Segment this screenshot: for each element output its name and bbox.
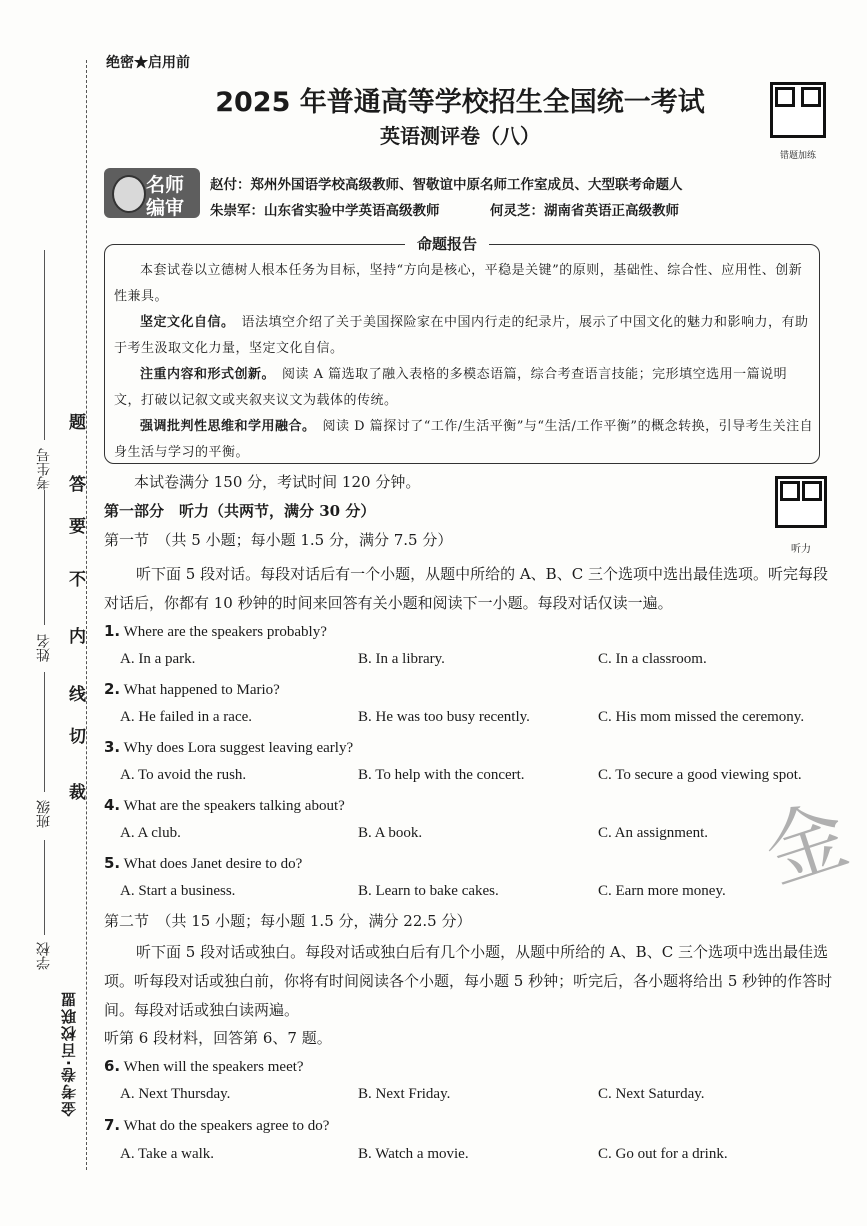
- mascot-icon: [112, 175, 146, 213]
- label-class: 班级: [36, 800, 52, 828]
- option-b[interactable]: B. He was too busy recently.: [358, 709, 530, 725]
- option-c[interactable]: C. Go out for a drink.: [598, 1146, 728, 1162]
- reviewer-line: 何灵芝：湖南省英语正高级教师: [490, 203, 679, 219]
- question: 1. Where are the speakers probably?: [104, 622, 327, 640]
- reviewer-line: 朱崇军：山东省实验中学英语高级教师: [210, 203, 440, 219]
- seal-char: 线: [69, 685, 86, 705]
- report-heading: 注重内容和形式创新。: [140, 367, 269, 382]
- option-b[interactable]: B. Watch a movie.: [358, 1146, 469, 1162]
- label-name: 姓名: [36, 634, 52, 662]
- option-a[interactable]: A. He failed in a race.: [120, 709, 253, 725]
- option-a[interactable]: A. A club.: [120, 825, 181, 841]
- confidential-mark: 绝密★启用前: [106, 55, 190, 71]
- fill-line: [44, 840, 45, 935]
- option-a[interactable]: A. Next Thursday.: [120, 1086, 231, 1102]
- label-school: 学校: [36, 942, 52, 970]
- seal-char: 不: [69, 570, 86, 590]
- fill-line: [44, 490, 45, 625]
- question: 5. What does Janet desire to do?: [104, 854, 303, 872]
- instructions: 听下面 5 段对话或独白。每段对话或独白后有几个小题，从题中所给的 A、B、C 三个选项中选出最佳选项。听每段对话或独白前，你将有时间阅读各个小题，每小题 5 秒钟；听完后，各小题将给出 5 秒钟的作答时间。每段对话或独白读两遍。: [104, 943, 833, 1019]
- option-c[interactable]: C. Next Saturday.: [598, 1086, 705, 1102]
- qr-caption: 错题加练: [779, 151, 816, 161]
- badge-text: 名师: [146, 174, 185, 196]
- report-paragraph: 强调批判性思维和学用融合。 阅读 D 篇探讨了“工作/生活平衡”与“生活/工作平衡”的概念转换，引导考生关注自身生活与学习的平衡。: [114, 419, 814, 460]
- report-heading: 强调批判性思维和学用融合。: [140, 419, 310, 434]
- report-title: 命题报告: [405, 233, 489, 254]
- option-a[interactable]: A. Take a walk.: [120, 1146, 215, 1162]
- qr-caption: 听力: [791, 544, 811, 555]
- seal-char: 题: [69, 413, 86, 433]
- instructions: 听下面 5 段对话。每段对话后有一个小题，从题中所给的 A、B、C 三个选项中选出最佳选项。听完每段对话后，你都有 10 秒钟的时间来回答有关小题和阅读下一小题。每段对话仅读一遍。: [104, 565, 828, 612]
- option-a[interactable]: A. In a park.: [120, 651, 196, 667]
- option-a[interactable]: A. To avoid the rush.: [120, 767, 247, 783]
- part-heading: 第一部分 听力（共两节，满分 30 分）: [104, 502, 376, 520]
- section-heading: 第一节 （共 5 小题；每小题 1.5 分，满分 7.5 分）: [104, 531, 453, 549]
- question: 2. What happened to Mario?: [104, 680, 280, 698]
- report-heading: 坚定文化自信。: [140, 315, 229, 330]
- qr-code-icon[interactable]: [775, 476, 827, 528]
- option-c[interactable]: C. An assignment.: [598, 825, 709, 841]
- option-b[interactable]: B. Next Friday.: [358, 1086, 451, 1102]
- material-heading: 听第 6 段材料，回答第 6、7 题。: [104, 1029, 332, 1047]
- cut-line: [86, 60, 87, 1170]
- binding-margin: [0, 0, 92, 1226]
- section-heading: 第二节 （共 15 小题；每小题 1.5 分，满分 22.5 分）: [104, 912, 472, 930]
- seal-char: 要: [69, 517, 86, 537]
- reviewer-line: 赵付：郑州外国语学校高级教师、智敬谊中原名师工作室成员、大型联考命题人: [210, 177, 683, 193]
- score-info: 本试卷满分 150 分，考试时间 120 分钟。: [134, 473, 421, 491]
- option-b[interactable]: B. In a library.: [358, 651, 445, 667]
- exam-title: 2025 年普通高等学校招生全国统一考试: [215, 87, 705, 118]
- seal-char: 答: [69, 475, 86, 495]
- question: 4. What are the speakers talking about?: [104, 796, 345, 814]
- option-c[interactable]: C. In a classroom.: [598, 651, 707, 667]
- badge-text: 编审: [146, 197, 185, 219]
- qr-code-icon[interactable]: [770, 82, 826, 138]
- paper-title: 英语测评卷（八）: [380, 124, 540, 148]
- question: 7. What do the speakers agree to do?: [104, 1116, 330, 1134]
- seal-char: 切: [69, 727, 86, 747]
- option-a[interactable]: A. Start a business.: [120, 883, 236, 899]
- watermark-stamp: 金: [753, 787, 859, 901]
- seal-char: 内: [69, 627, 86, 647]
- option-c[interactable]: C. To secure a good viewing spot.: [598, 767, 802, 783]
- option-c[interactable]: C. His mom missed the ceremony.: [598, 709, 805, 725]
- report-paragraph: 注重内容和形式创新。 阅读 A 篇选取了融入表格的多模态语篇，综合考查语言技能；完形填空选用一篇说明文，打破以记叙文或夹叙夹议文为载体的传统。: [114, 367, 788, 408]
- question: 6. When will the speakers meet?: [104, 1057, 304, 1075]
- question: 3. Why does Lora suggest leaving early?: [104, 738, 354, 756]
- option-b[interactable]: B. To help with the concert.: [358, 767, 525, 783]
- fill-line: [44, 250, 45, 440]
- option-b[interactable]: B. Learn to bake cakes.: [358, 883, 499, 899]
- fill-line: [44, 672, 45, 792]
- report-paragraph: 坚定文化自信。 语法填空介绍了关于美国探险家在中国内行走的纪录片，展示了中国文化的魅力和影响力，有助于考生汲取文化力量，坚定文化自信。: [114, 315, 809, 356]
- report-paragraph: 本套试卷以立德树人根本任务为目标，坚持“方向是核心，平稳是关键”的原则，基础性、综合性、应用性、创新性兼具。: [114, 263, 803, 304]
- label-candidate-number: 考生号: [36, 448, 52, 490]
- seal-char: 裁: [69, 783, 86, 803]
- option-b[interactable]: B. A book.: [358, 825, 423, 841]
- brand-text: 金考卷·百校联盟: [60, 990, 78, 1117]
- option-c[interactable]: C. Earn more money.: [598, 883, 726, 899]
